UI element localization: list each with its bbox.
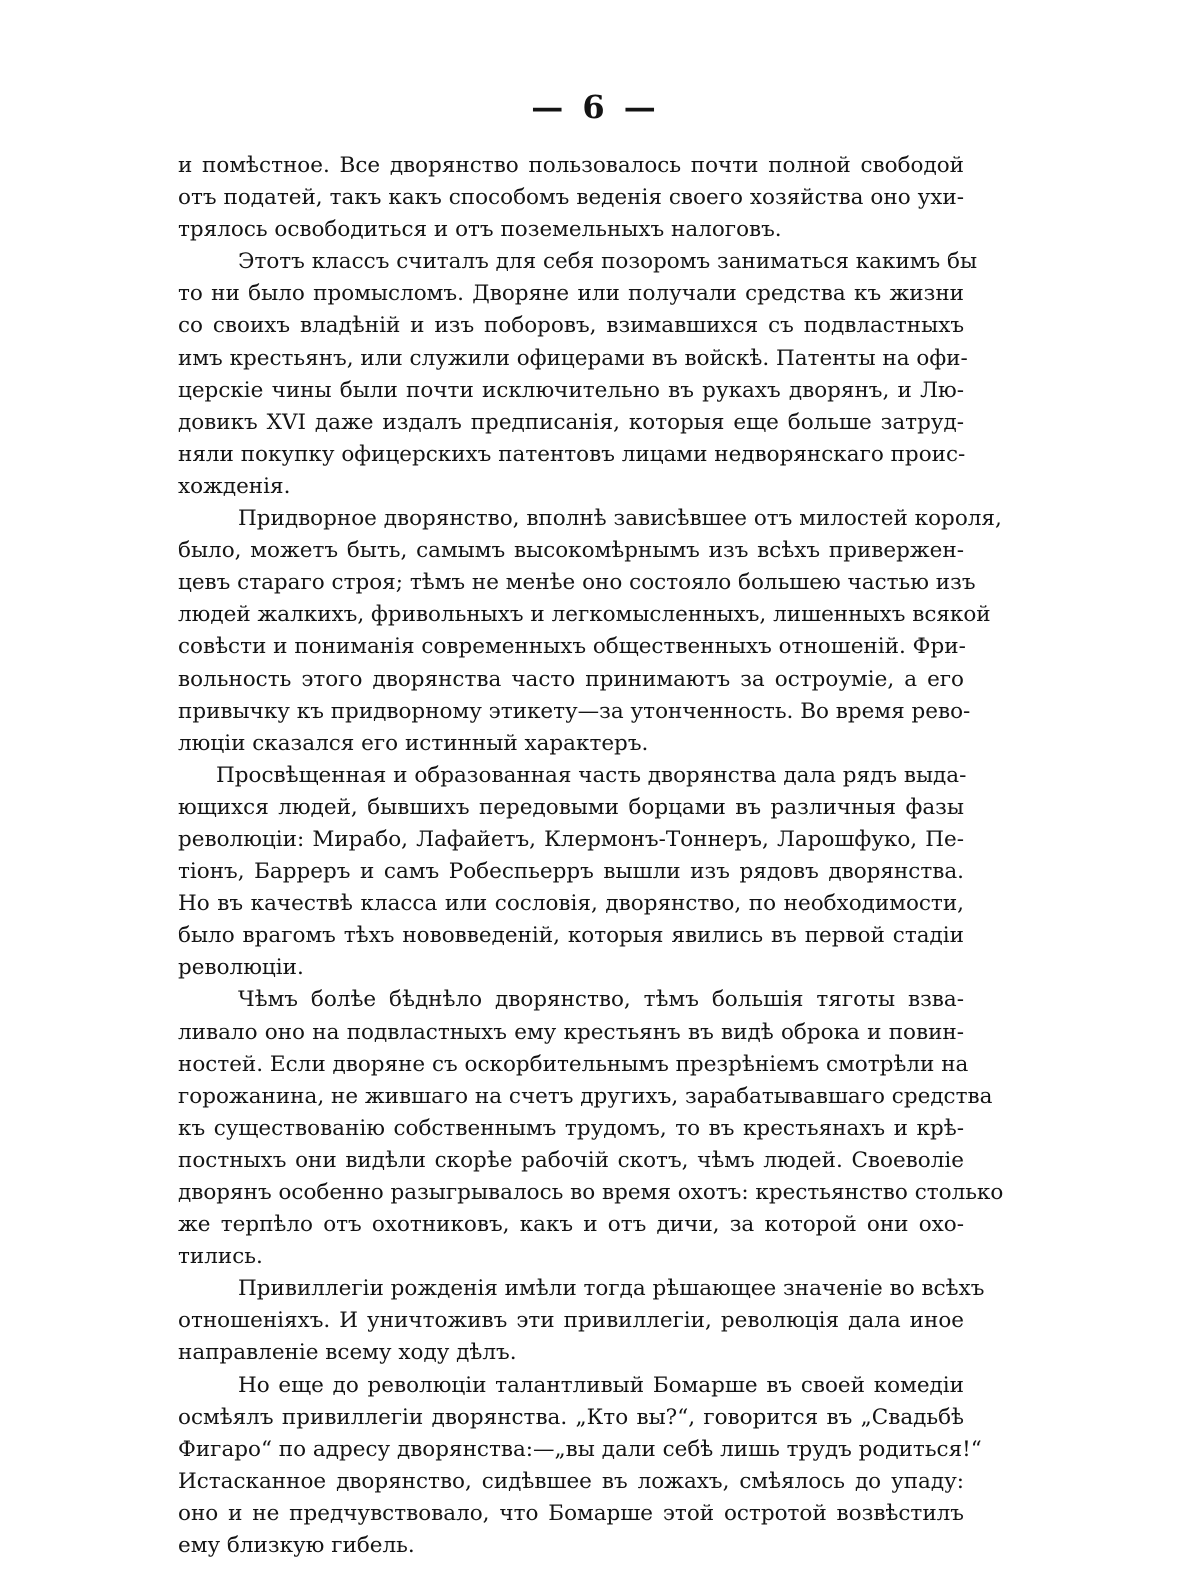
text-line: церскіе чины были почти исключительно въ рукахъ дворянъ, и Лю- — [178, 377, 964, 403]
text-line: со своихъ владѣній и изъ поборовъ, взимавшихся съ подвластныхъ — [178, 313, 964, 339]
text-line: трялось освободиться и отъ поземельныхъ налоговъ. — [178, 217, 782, 243]
text-line: Просвѣщенная и образованная часть дворянства дала рядъ выда- — [216, 762, 967, 788]
body-text — [178, 150, 1004, 1562]
paragraph-7 — [178, 1370, 982, 1563]
text-line: осмѣялъ привиллегіи дворянства. „Кто вы?“, говорится въ „Свадьбѣ — [178, 1404, 964, 1430]
paragraph-4 — [178, 760, 967, 985]
page-number: — 6 — — [531, 88, 660, 126]
text-line: Этотъ классъ считалъ для себя позоромъ заниматься какимъ бы — [238, 249, 978, 275]
paragraph-2 — [178, 246, 978, 503]
text-line: дворянъ особенно разыгрывалось во время охотъ: крестьянство столько — [178, 1180, 1004, 1205]
text-line: направленіе всему ходу дѣлъ. — [178, 1340, 517, 1366]
text-line: довикъ XVI даже издалъ предписанія, которыя еще больше затруд- — [178, 409, 964, 435]
text-line: людей жалкихъ, фривольныхъ и легкомысленныхъ, лишенныхъ всякой — [178, 602, 991, 628]
text-line: няли покупку офицерскихъ патентовъ лицами недворянскаго проис- — [178, 441, 966, 467]
text-line: Придворное дворянство, вполнѣ зависѣвшее отъ милостей короля, — [238, 506, 1002, 532]
paragraph-3 — [178, 503, 1002, 760]
text-line: Привиллегіи рожденія имѣли тогда рѣшающее значеніе во всѣхъ — [238, 1276, 985, 1302]
text-line: къ существованію собственнымъ трудомъ, то въ крестьянахъ и крѣ- — [178, 1115, 964, 1141]
text-line: ющихся людей, бывшихъ передовыми борцами въ различныя фазы — [178, 794, 964, 820]
text-line: вольность этого дворянства часто принимаютъ за остроумie, а его — [178, 666, 964, 692]
paragraph-6 — [178, 1273, 985, 1369]
text-line: и помѣстное. Все дворянство пользовалось почти полной свободой — [178, 153, 964, 178]
text-line: ливало оно на подвластныхъ ему крестьянъ въ видѣ оброка и повин- — [178, 1019, 964, 1045]
text-line: то ни было промысломъ. Дворяне или получали средства къ жизни — [178, 281, 964, 307]
text-line: Фигаро“ по адресу дворянства:—„вы дали себѣ лишь трудъ родиться!“ — [178, 1436, 982, 1462]
paragraph-5 — [178, 984, 1004, 1273]
text-line: цевъ стараго строя; тѣмъ не менѣе оно состояло большею частью изъ — [178, 570, 976, 596]
text-line: ностей. Если дворяне съ оскорбительнымъ презрѣніемъ смотрѣли на — [178, 1051, 969, 1077]
text-line: Истасканное дворянство, сидѣвшее въ ложахъ, смѣялось до упаду: — [178, 1468, 964, 1494]
text-line: же терпѣло отъ охотниковъ, какъ и отъ дичи, за которой они охо- — [178, 1212, 964, 1238]
text-line: постныхъ они видѣли скорѣе рабочій скотъ, чѣмъ людей. Своеволіе — [178, 1147, 964, 1173]
text-line: совѣсти и пониманія современныхъ общественныхъ отношеній. Фри- — [178, 634, 966, 660]
paragraph-1 — [178, 150, 964, 246]
text-line: Но еще до революціи талантливый Бомарше въ своей комедіи — [238, 1372, 964, 1398]
text-line: Чѣмъ болѣе бѣднѣло дворянство, тѣмъ большія тяготы взва- — [238, 987, 964, 1013]
text-line: имъ крестьянъ, или служили офицерами въ войскѣ. Патенты на офи- — [178, 345, 968, 371]
text-line: было, можетъ быть, самымъ высокомѣрнымъ изъ всѣхъ привержен- — [178, 538, 964, 564]
text-line: тіонъ, Барреръ и самъ Робеспьерръ вышли изъ рядовъ дворянства. — [178, 859, 964, 885]
text-line: тились. — [178, 1244, 263, 1270]
text-line: люціи сказался его истинный характеръ. — [178, 730, 649, 756]
text-line: революціи. — [178, 955, 304, 981]
text-line: Но въ качествѣ класса или сословія, дворянство, по необходимости, — [178, 891, 964, 917]
text-line: горожанина, не жившаго на счетъ другихъ, зарабатывавшаго средства — [178, 1083, 993, 1109]
text-line: было врагомъ тѣхъ нововведеній, которыя явились въ первой стадіи — [178, 923, 964, 949]
text-line: отношеніяхъ. И уничтоживъ эти привиллегіи, революція дала иное — [178, 1308, 964, 1334]
text-line: хожденія. — [178, 473, 291, 499]
text-line: революціи: Мирабо, Лафайетъ, Клермонъ-Тоннеръ, Ларошфуко, Пе- — [178, 826, 964, 852]
text-line: ему близкую гибель. — [178, 1533, 415, 1559]
text-line: оно и не предчувствовало, что Бомарше этой остротой возвѣстилъ — [178, 1500, 964, 1526]
text-line: отъ податей, такъ какъ способомъ веденія своего хозяйства оно ухи- — [178, 185, 964, 211]
text-line: привычку къ придворному этикету—за утонченность. Во время рево- — [178, 698, 971, 724]
